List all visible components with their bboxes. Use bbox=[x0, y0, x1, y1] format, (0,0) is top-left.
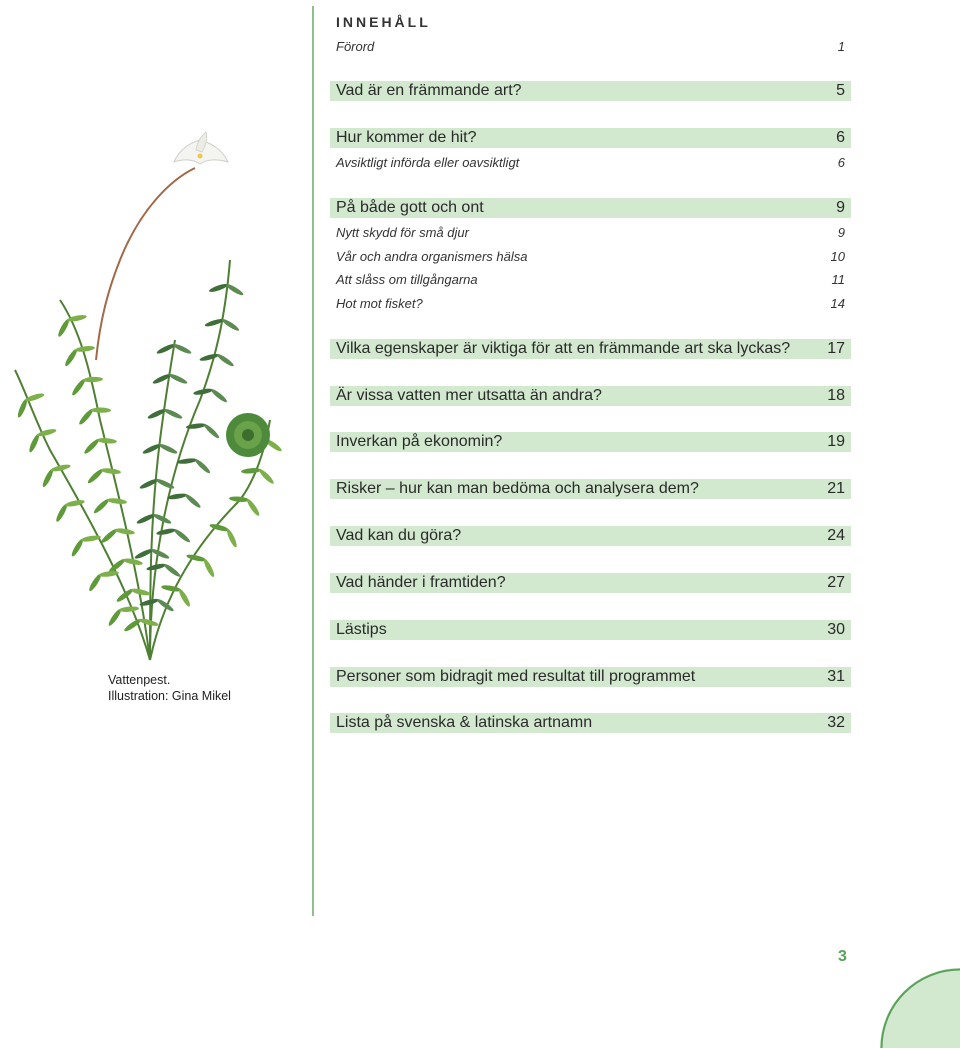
corner-decoration bbox=[880, 968, 960, 1048]
toc-entry-label: Förord bbox=[336, 38, 375, 54]
toc-entry-page: 17 bbox=[827, 340, 845, 357]
toc-entry-inverkan-pa-ekonomin[interactable] bbox=[330, 432, 851, 452]
toc-entry-nytt-skydd[interactable] bbox=[330, 222, 851, 242]
toc-entry-avsiktligt-inforda[interactable] bbox=[330, 152, 851, 172]
toc-entry-label: Avsiktligt införda eller oavsiktligt bbox=[336, 154, 520, 170]
toc-heading: INNEHÅLL bbox=[336, 14, 431, 30]
toc-entry-vad-kan-du-gora[interactable] bbox=[330, 526, 851, 546]
toc-entry-page: 21 bbox=[827, 480, 845, 497]
toc-entry-page: 18 bbox=[827, 387, 845, 404]
page-number: 3 bbox=[838, 948, 847, 965]
toc-entry-organismers-halsa[interactable] bbox=[330, 246, 851, 266]
illustration-caption bbox=[108, 672, 231, 704]
toc-entry-page: 24 bbox=[827, 527, 845, 544]
toc-entry-label: Är vissa vatten mer utsatta än andra? bbox=[336, 387, 602, 404]
toc-entry-label: På både gott och ont bbox=[336, 199, 484, 216]
waterweed-plant-illustration bbox=[0, 120, 300, 665]
toc-entry-vad-hander-i-framtiden[interactable] bbox=[330, 573, 851, 593]
toc-entry-page: 30 bbox=[827, 621, 845, 638]
toc-entry-lastips[interactable] bbox=[330, 620, 851, 640]
toc-entry-label: Personer som bidragit med resultat till programmet bbox=[336, 668, 696, 685]
toc-entry-page: 1 bbox=[837, 38, 845, 54]
toc-entry-page: 19 bbox=[827, 433, 845, 450]
toc-entry-vad-ar-en-frammande-art[interactable] bbox=[330, 81, 851, 101]
vertical-rule bbox=[312, 6, 314, 916]
toc-entry-page: 31 bbox=[827, 668, 845, 685]
toc-entry-hot-mot-fisket[interactable] bbox=[330, 293, 851, 313]
toc-entry-page: 6 bbox=[836, 129, 845, 146]
toc-entry-label: Hot mot fisket? bbox=[336, 295, 423, 311]
toc-entry-forord[interactable] bbox=[330, 36, 851, 56]
toc-entry-risker[interactable] bbox=[330, 479, 851, 499]
toc-entry-label: Risker – hur kan man bedöma och analysera dem? bbox=[336, 480, 699, 497]
toc-entry-label: Vad är en främmande art? bbox=[336, 82, 522, 99]
toc-entry-vilka-egenskaper[interactable] bbox=[330, 339, 851, 359]
toc-entry-personer-som-bidragit[interactable] bbox=[330, 667, 851, 687]
toc-entry-att-slass[interactable] bbox=[330, 269, 851, 289]
toc-entry-label: Nytt skydd för små djur bbox=[336, 224, 469, 240]
toc-entry-label: Inverkan på ekonomin? bbox=[336, 433, 503, 450]
toc-entry-label: Vår och andra organismers hälsa bbox=[336, 248, 528, 264]
toc-entry-pa-bade-gott-och-ont[interactable] bbox=[330, 198, 851, 218]
caption-line-2: Illustration: Gina Mikel bbox=[108, 689, 231, 703]
toc-entry-label: Vad händer i framtiden? bbox=[336, 574, 506, 591]
toc-entry-vissa-vatten[interactable] bbox=[330, 386, 851, 406]
toc-entry-page: 14 bbox=[830, 295, 845, 311]
toc-entry-page: 9 bbox=[836, 199, 845, 216]
toc-entry-page: 5 bbox=[836, 82, 845, 99]
toc-entry-page: 27 bbox=[827, 574, 845, 591]
toc-entry-page: 32 bbox=[827, 714, 845, 731]
table-of-contents bbox=[330, 0, 851, 760]
toc-entry-lista-pa-artnamn[interactable] bbox=[330, 713, 851, 733]
caption-line-1: Vattenpest. bbox=[108, 673, 171, 687]
toc-entry-label: Att slåss om tillgångarna bbox=[336, 271, 478, 287]
toc-entry-label: Lästips bbox=[336, 621, 387, 638]
toc-entry-label: Lista på svenska & latinska artnamn bbox=[336, 714, 593, 731]
toc-entry-page: 11 bbox=[831, 271, 845, 287]
toc-entry-page: 10 bbox=[830, 248, 845, 264]
toc-entry-label: Vilka egenskaper är viktiga för att en främmande art ska lyckas? bbox=[336, 340, 791, 357]
toc-entry-page: 9 bbox=[837, 224, 845, 240]
toc-entry-label: Vad kan du göra? bbox=[336, 527, 462, 544]
toc-entry-hur-kommer-de-hit[interactable] bbox=[330, 128, 851, 148]
toc-entry-page: 6 bbox=[837, 154, 845, 170]
toc-entry-label: Hur kommer de hit? bbox=[336, 129, 477, 146]
